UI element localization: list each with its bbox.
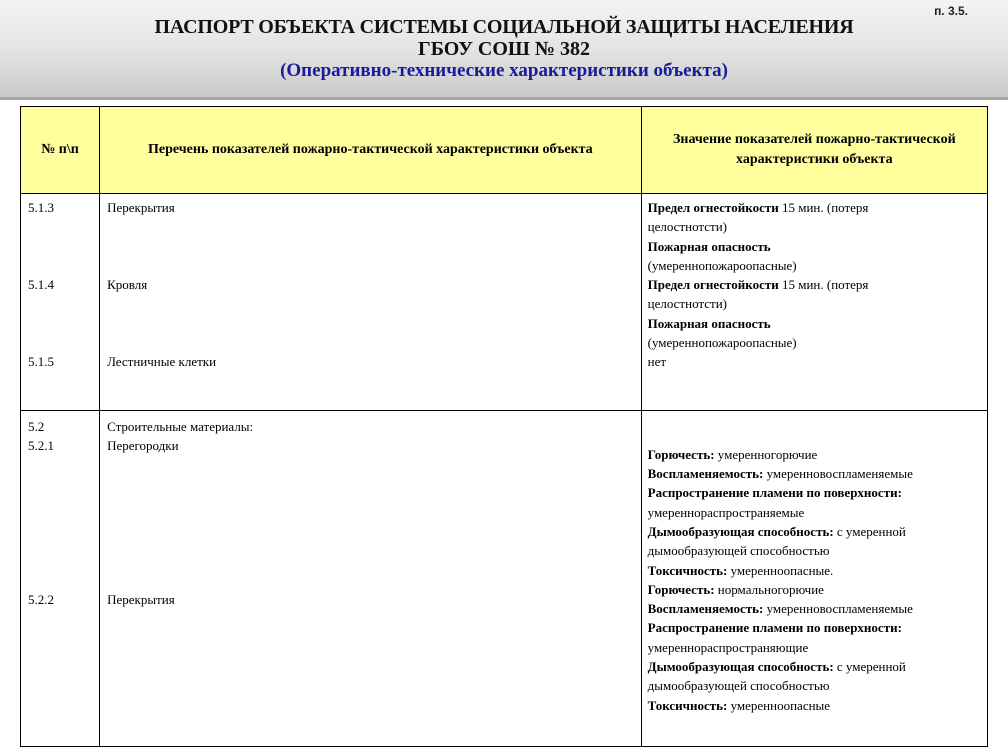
table-row (21, 194, 988, 411)
title-block (0, 16, 1008, 82)
item-number: 5.2 (28, 418, 45, 434)
value-cell (641, 194, 987, 411)
item-number: 5.1.4 (28, 277, 54, 292)
column-header-value: Значение показателей пожарно-тактической характеристики объекта (641, 107, 987, 194)
indicator-name: Перекрытия (107, 591, 175, 607)
indicator-cell (100, 194, 642, 411)
indicator-name: Кровля (107, 277, 148, 292)
value-line: Распространение пламени по поверхности: (647, 620, 902, 636)
page-title: ПАСПОРТ ОБЪЕКТА СИСТЕМЫ СОЦИАЛЬНОЙ ЗАЩИТЫ НАСЕЛЕНИЯ (154, 16, 854, 38)
indicator-cell (100, 410, 642, 746)
indicator-name: Перегородки (107, 437, 179, 453)
value-line: (умереннопожароопасные) (647, 257, 797, 273)
value-line: умереннораспространяющие (647, 639, 809, 655)
value-line: Дымообразующая способность: с умеренной (647, 523, 906, 539)
value-line: Дымообразующая способность: с умеренной (647, 659, 906, 675)
value-line: дымообразующей способностью (647, 678, 830, 694)
value-line: умереннораспространяемые (647, 504, 805, 520)
value-line: целостнотсти) (647, 296, 727, 312)
indicator-name: Строительные материалы: (107, 418, 254, 434)
page-subtitle: (Оперативно-технические характеристики объекта) (280, 60, 728, 81)
item-number: 5.1.3 (28, 200, 54, 215)
value-line: Предел огнестойкости 15 мин. (потеря (647, 277, 869, 293)
value-text (648, 198, 983, 372)
fire-tactical-table (20, 106, 988, 747)
indicator-name: Перекрытия (107, 200, 175, 215)
number-cell (21, 194, 100, 411)
table-header-row (21, 107, 988, 194)
item-number: 5.1.5 (28, 354, 54, 369)
page-reference: п. 3.5. (934, 4, 968, 18)
column-header-number: № п\п (21, 107, 100, 194)
item-number: 5.2.1 (28, 437, 54, 453)
value-line: Пожарная опасность (647, 238, 771, 254)
value-line: Предел огнестойкости 15 мин. (потеря (647, 200, 869, 215)
column-header-indicator: Перечень показателей пожарно-тактической характеристики объекта (100, 107, 642, 194)
value-line: Воспламеняемость: умеренновоспламеняемые (647, 601, 913, 617)
table-row (21, 410, 988, 746)
item-number: 5.2.2 (28, 591, 54, 607)
value-line: Горючесть: нормальногорючие (647, 581, 824, 597)
value-line: Горючесть: умеренногорючие (647, 446, 818, 462)
value-line: (умереннопожароопасные) (647, 335, 797, 351)
number-cell (21, 410, 100, 746)
school-name: ГБОУ СОШ № 382 (418, 38, 590, 60)
value-text (648, 445, 983, 715)
value-cell (641, 410, 987, 746)
value-line: Токсичность: умеренноопасные (647, 697, 831, 713)
indicator-name: Лестничные клетки (107, 354, 217, 369)
value-line: Воспламеняемость: умеренновоспламеняемые (647, 466, 913, 482)
value-line: Распространение пламени по поверхности: (647, 485, 902, 501)
value-line: дымообразующей способностью (647, 543, 830, 559)
value-line: Пожарная опасность (647, 315, 771, 331)
value-line: Токсичность: умеренноопасные. (647, 562, 834, 578)
value-line: нет (647, 354, 667, 370)
value-line: целостнотсти) (647, 219, 727, 235)
